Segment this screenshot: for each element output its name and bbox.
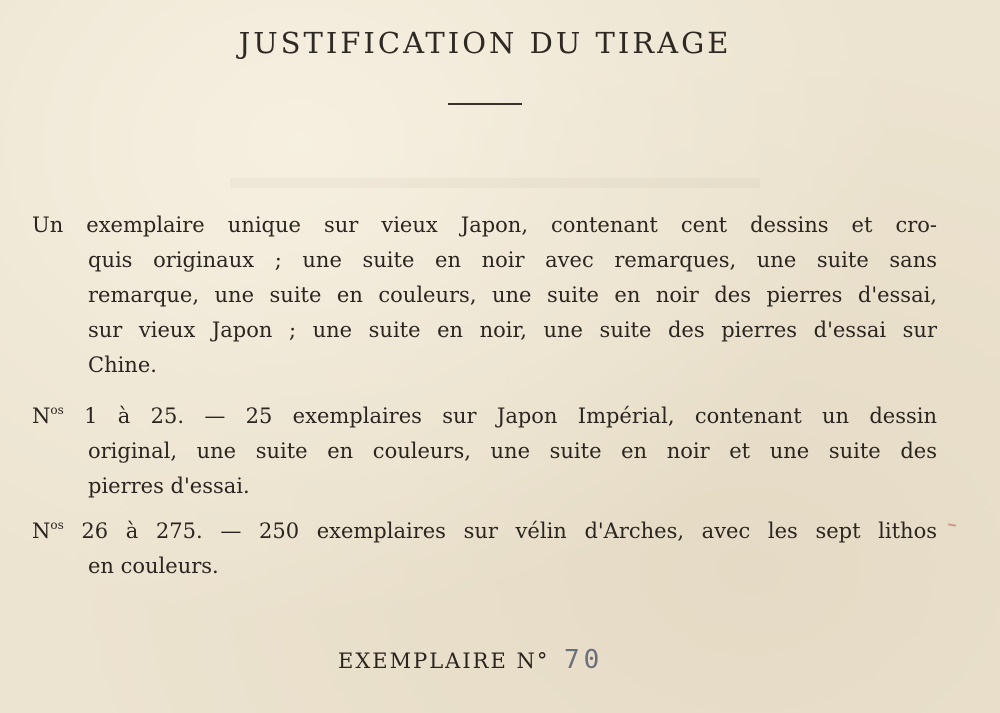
number-abbreviation: $N^{os}$ — [32, 403, 64, 428]
entry-line: original, une suite en couleurs, une suite en noir et une suite des — [88, 439, 937, 463]
entry-line: $N^{os}$ 1 à 25. — 25 exemplaires sur Japon Impérial, contenant un dessin — [32, 403, 937, 428]
entry-line: sur vieux Japon ; une suite en noir, une suite des pierres d'essai sur — [88, 318, 937, 342]
show-through-bleed-line — [230, 178, 760, 188]
entry-line: Un exemplaire unique sur vieux Japon, contenant cent dessins et cro- — [32, 213, 937, 237]
entry-line: $N^{os}$ 26 à 275. — 250 exemplaires sur vélin d'Arches, avec les sept lithos — [32, 518, 937, 543]
entry-line: Chine. — [88, 353, 157, 377]
entry-line: remarque, une suite en couleurs, une suite en noir des pierres d'essai, — [88, 283, 937, 307]
page-title: JUSTIFICATION DU TIRAGE — [238, 26, 732, 60]
number-abbreviation: $N^{os}$ — [32, 518, 64, 543]
entry-line: pierres d'essai. — [88, 474, 250, 498]
copy-number-stamp: 70 — [564, 645, 604, 675]
copy-number-line — [338, 645, 603, 675]
edition-entry-japon-imperial — [32, 393, 937, 504]
margin-mark — [948, 523, 956, 526]
entry-line: quis originaux ; une suite en noir avec remarques, une suite sans — [88, 248, 937, 272]
edition-entry-velin-arches — [32, 508, 937, 584]
edition-entry-unique — [32, 208, 937, 383]
entry-line: en couleurs. — [88, 554, 219, 578]
copy-number-label: EXEMPLAIRE N° — [338, 649, 550, 673]
title-divider — [448, 103, 522, 105]
